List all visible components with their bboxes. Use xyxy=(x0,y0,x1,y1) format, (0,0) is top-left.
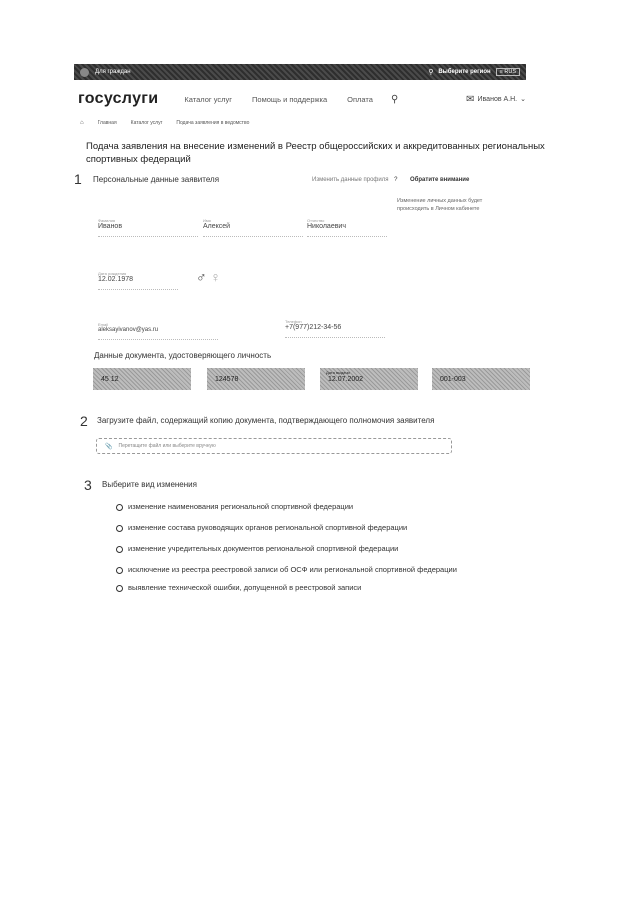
divider xyxy=(98,289,178,290)
top-bar-left xyxy=(80,68,131,77)
main-header xyxy=(74,86,526,112)
home-icon[interactable]: ⌂ xyxy=(80,120,84,126)
paperclip-icon: 📎 xyxy=(105,443,113,450)
patronymic-value: Николаевич xyxy=(307,223,346,230)
top-bar xyxy=(74,64,526,80)
doc-number-box xyxy=(207,368,305,390)
birthdate-label: Дата рождения xyxy=(98,271,127,276)
main-nav xyxy=(184,95,373,104)
divider xyxy=(307,236,387,237)
female-icon[interactable]: ♀ xyxy=(210,269,221,285)
user-name: Иванов А.Н. xyxy=(477,95,518,103)
gosuslugi-logo[interactable]: госуслуги xyxy=(78,90,159,107)
radio-button[interactable] xyxy=(116,567,123,574)
divider xyxy=(285,337,385,338)
birthdate-value: 12.02.1978 xyxy=(98,276,134,283)
language-selector[interactable] xyxy=(496,68,520,76)
gender-icons[interactable] xyxy=(196,269,221,285)
upload-hint: Перетащите файл или выберите вручную xyxy=(118,443,216,449)
email-value: aleksayivanov@yas.ru xyxy=(98,327,159,333)
doc-number-value: 124578 xyxy=(215,376,239,383)
change-type-option[interactable] xyxy=(116,523,457,544)
phone-label: Телефон xyxy=(285,319,302,324)
change-type-option[interactable] xyxy=(116,583,457,604)
language-label: RUS xyxy=(504,69,516,75)
info-icon: ? xyxy=(394,177,398,183)
male-icon[interactable]: ♂ xyxy=(196,269,207,285)
step-3-title: Выберите вид изменения xyxy=(102,480,197,489)
radio-button[interactable] xyxy=(116,546,123,553)
file-upload-dropzone[interactable] xyxy=(96,438,452,454)
divider xyxy=(203,236,303,237)
surname-field xyxy=(98,218,198,237)
edit-profile-label: Изменить данные профиля xyxy=(312,177,389,183)
step-2-number: 2 xyxy=(80,413,88,429)
nav-payment[interactable]: Оплата xyxy=(347,94,373,104)
emblem-icon xyxy=(80,68,89,77)
phone-field xyxy=(285,319,385,338)
change-type-option[interactable] xyxy=(116,544,457,565)
step-1-title: Персональные данные заявителя xyxy=(93,175,220,184)
surname-label: Фамилия xyxy=(98,218,115,223)
radio-button[interactable] xyxy=(116,504,123,511)
user-menu[interactable] xyxy=(466,94,526,105)
phone-value: +7(977)212-34-56 xyxy=(285,324,342,331)
nav-help[interactable]: Помощь и поддержка xyxy=(252,94,328,104)
divider xyxy=(98,339,218,340)
id-doc-title: Данные документа, удостоверяющего личность xyxy=(94,351,272,360)
top-bar-right xyxy=(428,68,520,76)
page xyxy=(74,64,545,166)
doc-series-value: 45 12 xyxy=(101,376,119,383)
edit-profile-link[interactable] xyxy=(312,177,398,183)
name-field xyxy=(203,218,303,237)
breadcrumb xyxy=(74,120,526,126)
step-2-title: Загрузите файл, содержащий копию документа, подтверждающего полномочия заявителя xyxy=(97,416,435,425)
radio-button[interactable] xyxy=(116,585,123,592)
change-type-option[interactable] xyxy=(116,502,457,523)
option-label: изменение состава руководящих органов региональной спортивной федерации xyxy=(128,523,408,532)
email-label: Email xyxy=(98,322,109,327)
location-pin-icon: ⚲ xyxy=(428,69,434,76)
option-label: изменение учредительных документов региональной спортивной федерации xyxy=(128,544,399,553)
doc-date-label: Дата выдачи xyxy=(326,370,350,375)
audience-link[interactable]: Для граждан xyxy=(95,69,131,75)
email-field xyxy=(98,322,218,340)
change-type-option[interactable] xyxy=(116,565,457,583)
search-icon[interactable]: ⚲ xyxy=(390,93,399,105)
radio-button[interactable] xyxy=(116,525,123,532)
doc-date-value: 12.07.2002 xyxy=(328,376,364,383)
doc-code-box xyxy=(432,368,530,390)
option-label: исключение из реестра реестровой записи об ОСФ или региональной спортивной федерации xyxy=(128,565,457,574)
name-value: Алексей xyxy=(203,223,231,230)
help-title: Обратите внимание xyxy=(410,177,470,183)
birthdate-field xyxy=(98,271,178,290)
patronymic-label: Отчество xyxy=(307,218,325,223)
help-text: Изменение личных данных будет происходить в Личном кабинете xyxy=(397,198,483,212)
option-label: выявление технической ошибки, допущенной в реестровой записи xyxy=(128,583,362,592)
mail-icon[interactable]: ✉ xyxy=(466,93,475,105)
breadcrumb-current: Подача заявления в ведомство xyxy=(176,120,250,126)
chevron-down-icon: ⌄ xyxy=(520,96,526,103)
step-3-number: 3 xyxy=(84,477,92,493)
doc-date-box xyxy=(320,368,418,390)
region-selector[interactable]: Выберите регион xyxy=(438,69,491,75)
divider xyxy=(98,236,198,237)
doc-code-value: 001-003 xyxy=(440,376,466,383)
breadcrumb-home[interactable]: Главная xyxy=(97,120,117,126)
change-type-list xyxy=(116,502,457,604)
menu-icon: ≡ xyxy=(499,69,503,75)
nav-catalog[interactable]: Каталог услуг xyxy=(184,94,233,104)
step-1-number: 1 xyxy=(74,171,82,187)
option-label: изменение наименования региональной спортивной федерации xyxy=(128,502,354,511)
breadcrumb-catalog[interactable]: Каталог услуг xyxy=(130,120,163,126)
doc-series-box xyxy=(93,368,191,390)
patronymic-field xyxy=(307,218,387,237)
name-label: Имя xyxy=(203,218,211,223)
page-title: Подача заявления на внесение изменений в Реестр общероссийских и аккредитованных региональных спортивных федераций xyxy=(86,141,545,165)
surname-value: Иванов xyxy=(98,223,123,230)
